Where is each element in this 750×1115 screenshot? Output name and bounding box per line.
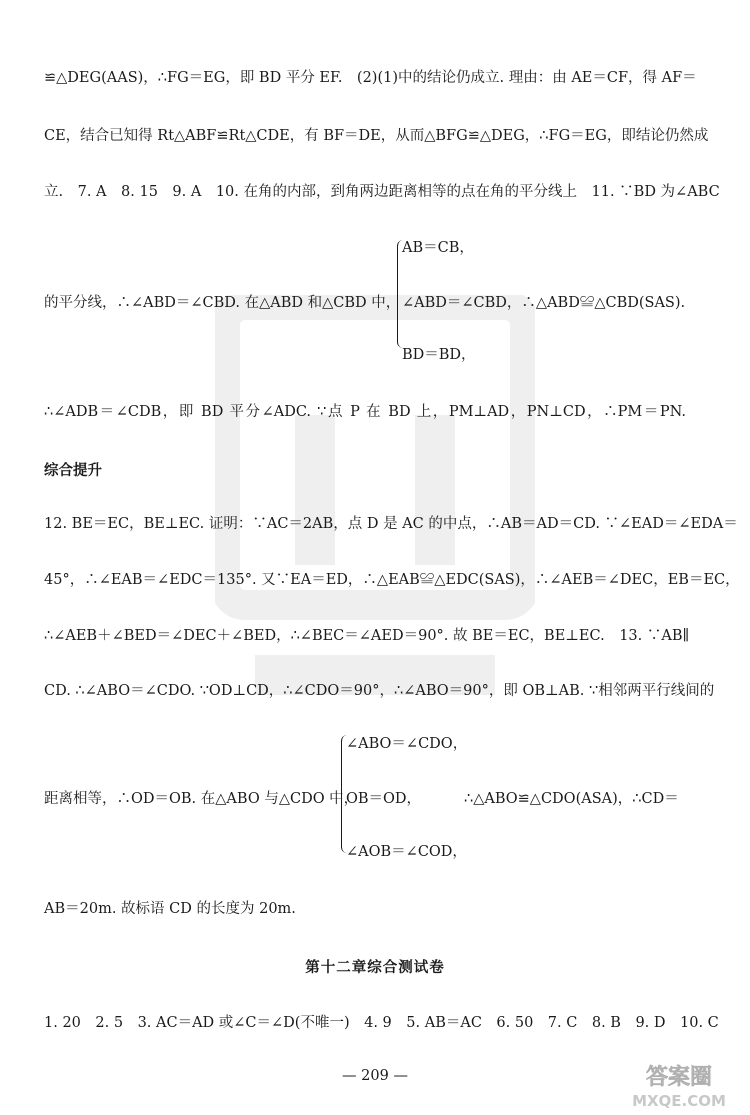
answer-line-11: AB＝20m. 故标语 CD 的长度为 20m.	[44, 901, 296, 917]
answer-line-4: 的平分线，∴∠ABD＝∠CBD. 在△ABD 和△CBD 中，	[44, 295, 401, 311]
system2-eq-1: ∠ABO＝∠CDO，	[346, 736, 468, 752]
answer-line-10: 距离相等，∴OD＝OB. 在△ABO 与△CDO 中，	[44, 791, 359, 807]
system1-eq-1: AB＝CB，	[402, 240, 474, 256]
page-number: — 209 —	[342, 1068, 408, 1084]
system2-eq-3: ∠AOB＝∠COD，	[346, 844, 467, 860]
answer-line-12: 1. 20 2. 5 3. AC＝AD 或∠C＝∠D(不唯一) 4. 9 5. AB＝AC 6. 50 7. C 8. B 9. D 10. C	[44, 1015, 719, 1031]
watermark-text-bottom: MXQE.COM	[632, 1092, 726, 1110]
system1-eq-3: BD＝BD，	[402, 347, 476, 363]
site-watermark-logo	[620, 1060, 738, 1110]
answer-line-8: ∴∠AEB＋∠BED＝∠DEC＋∠BED，∴∠BEC＝∠AED＝90°. 故 BE＝EC，BE⊥EC. 13. ∵AB∥	[44, 628, 690, 644]
answer-line-1: ≌△DEG(AAS)，∴FG＝EG，即 BD 平分 EF. (2)(1)中的结论仍成立. 理由：由 AE＝CF，得 AF＝	[44, 70, 697, 86]
section-heading: 综合提升	[44, 463, 102, 479]
answer-line-5: ∴∠ADB＝∠CDB，即 BD 平分∠ADC. ∵点 P 在 BD 上，PM⊥AD，PN⊥CD，∴PM＝PN.	[44, 404, 686, 420]
system1-eq-2: ∠ABD＝∠CBD，∴△ABD≌△CBD(SAS).	[402, 295, 686, 311]
watermark-text-top: 答案圈	[645, 1065, 713, 1090]
chapter-test-title: 第十二章综合测试卷	[305, 959, 445, 976]
answer-line-2: CE，结合已知得 Rt△ABF≌Rt△CDE，有 BF＝DE，从而△BFG≌△DEG，∴FG＝EG，即结论仍然成	[44, 128, 709, 144]
answer-line-10-end: ∴△ABO≌△CDO(ASA)，∴CD＝	[464, 791, 679, 807]
answer-line-3: 立. 7. A 8. 15 9. A 10. 在角的内部，到角两边距离相等的点在角的平分线上 11. ∵BD 为∠ABC	[44, 184, 720, 200]
answer-line-6: 12. BE＝EC，BE⊥EC. 证明：∵AC＝2AB，点 D 是 AC 的中点，∴AB＝AD＝CD. ∵∠EAD＝∠EDA＝	[44, 516, 738, 532]
answer-line-9: CD. ∴∠ABO＝∠CDO. ∵OD⊥CD，∴∠CDO＝90°，∴∠ABO＝90°，即 OB⊥AB. ∵相邻两平行线间的	[44, 683, 715, 699]
system2-eq-2: OB＝OD，	[346, 791, 422, 807]
answer-line-7: 45°，∴∠EAB＝∠EDC＝135°. 又∵EA＝ED，∴△EAB≌△EDC(SAS)，∴∠AEB＝∠DEC，EB＝EC，	[44, 572, 740, 588]
